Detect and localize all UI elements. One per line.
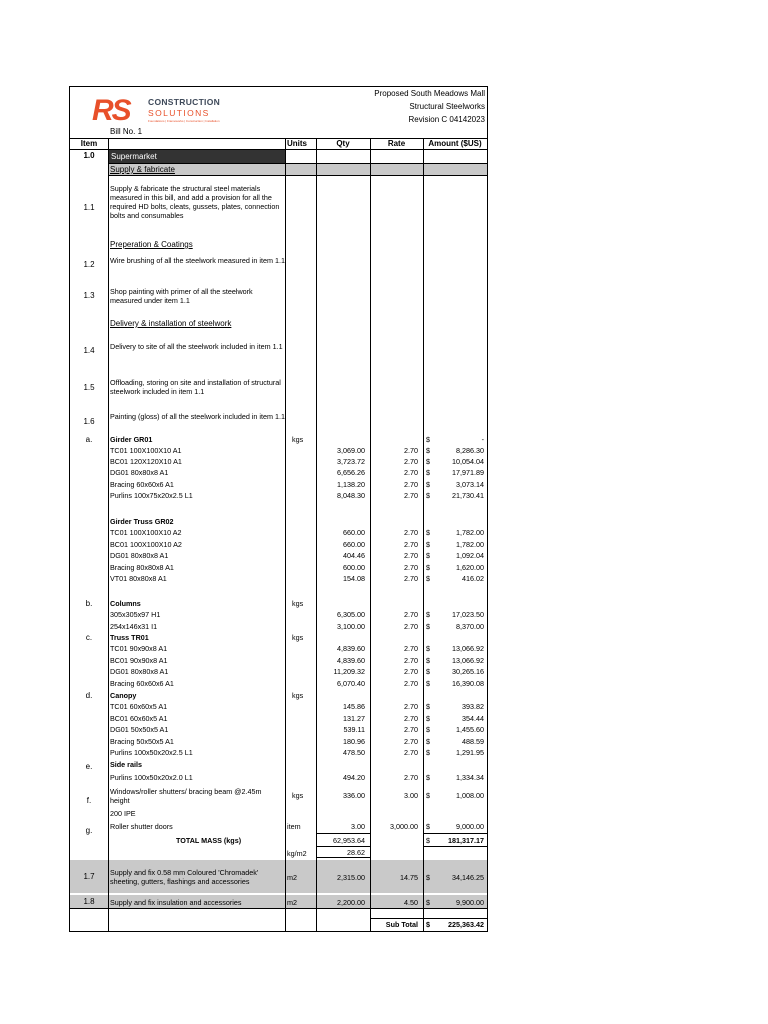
- group-a-row-cur: $: [426, 490, 430, 500]
- group-b-number: b.: [85, 599, 93, 608]
- group-g-units: item: [287, 822, 301, 831]
- item-1-5-description: Offloading, storing on site and installation of structural steelwork included in item 1.1: [110, 378, 281, 396]
- group-c-row-amt: 13,066.92: [452, 644, 484, 653]
- group-a2-row-desc: DG01 80x80x8 A1: [110, 551, 169, 561]
- group-d-row-cur: $: [426, 725, 430, 734]
- total-mass-currency: $: [426, 836, 430, 845]
- group-a2-row-cur: $: [426, 528, 430, 537]
- group-d-row-qty: 180.96: [343, 736, 365, 746]
- section-title: Supermarket: [111, 152, 157, 161]
- group-a2-row-cur: $: [426, 574, 430, 584]
- group-d-row-qty: 478.50: [343, 748, 365, 757]
- group-a-row-qty: 8,048.30: [337, 490, 365, 500]
- item-1-3-number: 1.3: [83, 291, 95, 300]
- group-a-row-desc: TC01 100X100X10 A1: [110, 446, 182, 455]
- group-a2-row-desc: Bracing 80x80x8 A1: [110, 562, 174, 572]
- group-b-row-rate: 2.70: [404, 621, 418, 631]
- group-a-row-qty: 3,723.72: [337, 457, 365, 467]
- group-d-row-cur: $: [426, 702, 430, 711]
- group-a-units: kgs: [292, 435, 304, 444]
- group-a-row-amt: 17,971.89: [452, 468, 484, 478]
- kg-per-m2-label: kg/m2: [287, 849, 307, 858]
- group-f-units: kgs: [292, 791, 304, 800]
- group-a-row-amt: 10,054.04: [452, 457, 484, 467]
- group-g-description: Roller shutter doors: [110, 822, 173, 831]
- bill-number: Bill No. 1: [110, 127, 143, 136]
- group-d-row-amt: 393.82: [462, 702, 484, 711]
- group-a-row-qty: 1,138.20: [337, 479, 365, 489]
- group-a2-row-qty: 660.00: [343, 539, 365, 549]
- group-a-row-rate: 2.70: [404, 479, 418, 489]
- item-1-1-description: Supply & fabricate the structural steel materials measured in this bill, and add a provision for all the required HD bolts, cleats, gussets, plates, connection bolts and consumables: [110, 184, 280, 220]
- group-c-row-desc: DG01 80x80x8 A1: [110, 667, 169, 676]
- group-d-row-qty: 145.86: [343, 702, 365, 711]
- group-e-title: Side rails: [110, 760, 142, 769]
- group-d-row-rate: 2.70: [404, 702, 418, 711]
- total-mass-qty: 62,953.64: [333, 836, 365, 845]
- group-d-row-qty: 131.27: [343, 713, 365, 723]
- group-f-number: f.: [86, 796, 92, 805]
- item-1-6-description: Painting (gloss) of all the steelwork included in item 1.1: [110, 412, 285, 421]
- group-a2-row-rate: 2.70: [404, 539, 418, 549]
- group-b-row-desc: 305x305x97 H1: [110, 610, 161, 619]
- group-d-number: d.: [85, 691, 93, 700]
- group-e-number: e.: [85, 762, 93, 771]
- group-f-currency: $: [426, 791, 430, 800]
- group-a-amount: -: [481, 435, 484, 444]
- group-g-qty: 3.00: [351, 822, 365, 831]
- group-c-row-desc: Bracing 60x60x6 A1: [110, 678, 174, 688]
- item-1-8-amount: 9,900.00: [456, 898, 484, 907]
- group-a2-row-qty: 404.46: [343, 551, 365, 561]
- item-1-8-description: Supply and fix insulation and accessories: [110, 898, 242, 907]
- group-a-row-cur: $: [426, 479, 430, 489]
- group-a2-row-amt: 416.02: [462, 574, 484, 584]
- group-b-row-cur: $: [426, 621, 430, 631]
- logo-line2: SOLUTIONS: [148, 108, 210, 118]
- group-a2-row-qty: 600.00: [343, 562, 365, 572]
- group-f-qty: 336.00: [343, 791, 365, 800]
- group-b-row-qty: 3,100.00: [337, 621, 365, 631]
- group-a2-row-rate: 2.70: [404, 551, 418, 561]
- item-1-8-rate: 4.50: [404, 898, 418, 907]
- group-g-number: g.: [85, 826, 93, 835]
- group-d-row-desc: Purlins 100x50x20x2.5 L1: [110, 748, 193, 757]
- group-c-units: kgs: [292, 633, 304, 642]
- company-logo: [92, 93, 238, 129]
- group-e-row-amt: 1,334.34: [456, 773, 484, 782]
- group-d-row-desc: BC01 60x60x5 A1: [110, 713, 168, 723]
- group-a2-row-rate: 2.70: [404, 574, 418, 584]
- group-c-row-rate: 2.70: [404, 655, 418, 665]
- group-c-row-cur: $: [426, 678, 430, 688]
- item-1-2-number: 1.2: [83, 260, 95, 269]
- total-mass-label: TOTAL MASS (kgs): [176, 836, 242, 845]
- item-1-7-amount: 34,146.25: [452, 873, 484, 882]
- group-d-row-amt: 488.59: [462, 736, 484, 746]
- group-f-description: Windows/roller shutters/ bracing beam @2.45m height: [110, 787, 262, 805]
- group-c-row-desc: TC01 90x90x8 A1: [110, 644, 168, 653]
- group-d-units: kgs: [292, 691, 304, 700]
- group-c-row-cur: $: [426, 655, 430, 665]
- group-e-row-qty: 494.20: [343, 773, 365, 782]
- kg-per-m2-value: 28.62: [347, 848, 365, 857]
- group-c-number: c.: [85, 633, 93, 642]
- project-title: Proposed South Meadows Mall: [374, 89, 485, 98]
- revision-label: Revision C 04142023: [408, 115, 485, 124]
- col-units: Units: [287, 139, 307, 148]
- item-1-3-description: Shop painting with primer of all the steelwork measured under item 1.1: [110, 287, 253, 305]
- item-1-8-currency: $: [426, 898, 430, 907]
- group-a-row-desc: Bracing 60x60x6 A1: [110, 479, 174, 489]
- group-b-row-desc: 254x146x31 I1: [110, 621, 158, 631]
- group-d-row-rate: 2.70: [404, 748, 418, 757]
- section-item-number: 1.0: [83, 151, 95, 160]
- group-f-rate: 3.00: [404, 791, 418, 800]
- group-d-row-amt: 354.44: [462, 713, 484, 723]
- group-d-row-desc: TC01 60x60x5 A1: [110, 702, 168, 711]
- group-c-row-qty: 11,209.32: [333, 667, 365, 676]
- group-a2-row-cur: $: [426, 562, 430, 572]
- item-1-8-units: m2: [287, 898, 297, 907]
- heading-supply: Supply & fabricate: [110, 165, 175, 174]
- col-amount: Amount ($US): [428, 139, 482, 148]
- group-a-row-cur: $: [426, 457, 430, 467]
- group-a-row-rate: 2.70: [404, 490, 418, 500]
- group-a-row-rate: 2.70: [404, 446, 418, 455]
- group-b-row-qty: 6,305.00: [337, 610, 365, 619]
- logo-tagline: Foundations | Frameworks | Construction | Installation: [148, 119, 220, 123]
- group-a-row-qty: 3,069.00: [337, 446, 365, 455]
- group-e-row-cur: $: [426, 773, 430, 782]
- total-mass-amount: 181,317.17: [448, 836, 484, 845]
- group-c-title: Truss TR01: [110, 633, 149, 642]
- subtotal-label: Sub Total: [385, 920, 418, 929]
- group-a-row-amt: 8,286.30: [456, 446, 484, 455]
- group-d-row-rate: 2.70: [404, 736, 418, 746]
- group-f2-description: 200 IPE: [110, 809, 136, 818]
- item-1-8-number: 1.8: [83, 897, 95, 906]
- group-b-row-rate: 2.70: [404, 610, 418, 619]
- group-d-row-amt: 1,291.95: [456, 748, 484, 757]
- group-d-row-cur: $: [426, 748, 430, 757]
- group-b-row-cur: $: [426, 610, 430, 619]
- col-qty: Qty: [336, 139, 350, 148]
- group-d-row-rate: 2.70: [404, 713, 418, 723]
- group-a2-row-amt: 1,782.00: [456, 528, 484, 537]
- group-d-row-qty: 539.11: [343, 725, 365, 734]
- group-a-row-amt: 3,073.14: [456, 479, 484, 489]
- group-a-number: a.: [85, 435, 93, 444]
- group-c-row-rate: 2.70: [404, 667, 418, 676]
- group-c-row-amt: 16,390.08: [452, 678, 484, 688]
- item-1-2-description: Wire brushing of all the steelwork measured in item 1.1: [110, 256, 285, 265]
- group-a2-row-qty: 154.08: [343, 574, 365, 584]
- group-a-row-desc: Purlins 100x75x20x2.5 L1: [110, 490, 193, 500]
- group-c-row-cur: $: [426, 667, 430, 676]
- group-a2-title: Girder Truss GR02: [110, 517, 174, 526]
- item-1-1-number: 1.1: [83, 203, 95, 212]
- group-a2-row-desc: TC01 100X100X10 A2: [110, 528, 182, 537]
- group-a-row-rate: 2.70: [404, 457, 418, 467]
- group-c-row-rate: 2.70: [404, 644, 418, 653]
- subtotal-amount: 225,363.42: [448, 920, 484, 929]
- group-g-rate: 3,000.00: [390, 822, 418, 831]
- group-d-row-desc: DG01 50x50x5 A1: [110, 725, 169, 734]
- bill-sheet: [69, 86, 488, 932]
- group-b-units: kgs: [292, 599, 304, 608]
- group-c-row-amt: 13,066.92: [452, 655, 484, 665]
- group-d-title: Canopy: [110, 691, 137, 700]
- group-a-row-qty: 6,656.26: [337, 468, 365, 478]
- heading-delivery: Delivery & installation of steelwork: [110, 319, 232, 328]
- item-1-8-qty: 2,200.00: [337, 898, 365, 907]
- group-c-row-qty: 6,070.40: [337, 678, 365, 688]
- group-f-amount: 1,008.00: [456, 791, 484, 800]
- group-a2-row-amt: 1,782.00: [456, 539, 484, 549]
- group-c-row-qty: 4,839.60: [337, 644, 365, 653]
- group-b-row-amt: 8,370.00: [456, 621, 484, 631]
- group-d-row-desc: Bracing 50x50x5 A1: [110, 736, 174, 746]
- item-1-5-number: 1.5: [83, 383, 95, 392]
- group-a2-row-rate: 2.70: [404, 562, 418, 572]
- item-1-7-description: Supply and fix 0.58 mm Coloured 'Chromadek' sheeting, gutters, flashings and accessories: [110, 868, 259, 886]
- group-a2-row-desc: BC01 100X100X10 A2: [110, 539, 182, 549]
- group-d-row-amt: 1,455.60: [456, 725, 484, 734]
- col-rate: Rate: [387, 139, 406, 148]
- scope-title: Structural Steelworks: [409, 102, 485, 111]
- group-a-row-rate: 2.70: [404, 468, 418, 478]
- group-a-row-desc: BC01 120X120X10 A1: [110, 457, 182, 467]
- group-a2-row-rate: 2.70: [404, 528, 418, 537]
- group-a2-row-cur: $: [426, 551, 430, 561]
- group-a2-row-amt: 1,092.04: [456, 551, 484, 561]
- group-a2-row-desc: VT01 80x80x8 A1: [110, 574, 167, 584]
- group-c-row-desc: BC01 90x90x8 A1: [110, 655, 168, 665]
- logo-line1: CONSTRUCTION: [148, 97, 221, 107]
- group-a-row-cur: $: [426, 446, 430, 455]
- heading-preparation: Preperation & Coatings: [110, 240, 193, 249]
- item-1-7-number: 1.7: [83, 872, 95, 881]
- subtotal-currency: $: [426, 920, 430, 929]
- group-a2-row-qty: 660.00: [343, 528, 365, 537]
- item-1-7-units: m2: [287, 873, 297, 882]
- logo-rs: RS: [92, 94, 130, 127]
- group-a-title: Girder GR01: [110, 435, 153, 444]
- group-e-row-rate: 2.70: [404, 773, 418, 782]
- item-1-7-rate: 14.75: [400, 873, 418, 882]
- group-a-row-cur: $: [426, 468, 430, 478]
- group-d-row-cur: $: [426, 713, 430, 723]
- group-a-currency: $: [426, 435, 430, 444]
- item-1-4-number: 1.4: [83, 346, 95, 355]
- group-b-title: Columns: [110, 599, 141, 608]
- item-1-7-currency: $: [426, 873, 430, 882]
- col-item: Item: [80, 139, 98, 148]
- group-d-row-rate: 2.70: [404, 725, 418, 734]
- group-a-row-desc: DG01 80x80x8 A1: [110, 468, 169, 478]
- group-b-row-amt: 17,023.50: [452, 610, 484, 619]
- group-a2-row-cur: $: [426, 539, 430, 549]
- group-d-row-cur: $: [426, 736, 430, 746]
- group-e-row-desc: Purlins 100x50x20x2.0 L1: [110, 773, 193, 782]
- item-1-6-number: 1.6: [83, 417, 95, 426]
- group-c-row-qty: 4,839.60: [337, 655, 365, 665]
- group-g-amount: 9,000.00: [456, 822, 484, 831]
- group-a2-row-amt: 1,620.00: [456, 562, 484, 572]
- group-a-row-amt: 21,730.41: [452, 490, 484, 500]
- group-c-row-cur: $: [426, 644, 430, 653]
- item-1-7-qty: 2,315.00: [337, 873, 365, 882]
- group-c-row-amt: 30,265.16: [452, 667, 484, 676]
- group-c-row-rate: 2.70: [404, 678, 418, 688]
- group-g-currency: $: [426, 822, 430, 831]
- item-1-4-description: Delivery to site of all the steelwork included in item 1.1: [110, 342, 283, 351]
